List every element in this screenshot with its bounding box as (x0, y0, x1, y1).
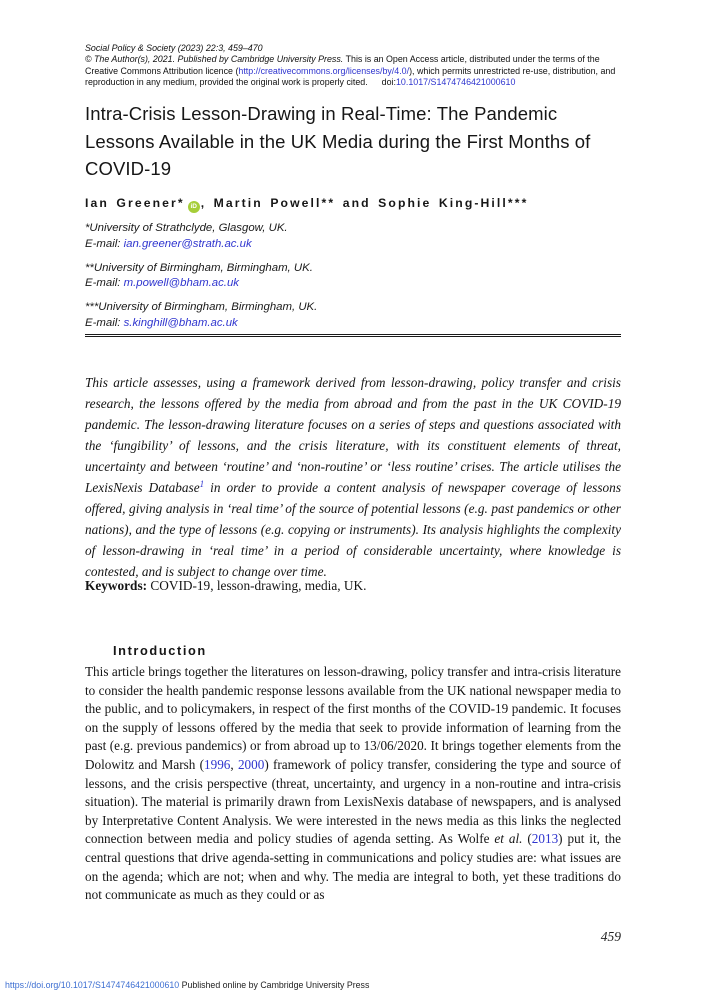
open-access-text-2: ), which permits unrestricted re-use, distribution, and reproduction in any medium, provided the original work is properly cited. (85, 65, 616, 88)
orcid-icon[interactable]: iD (188, 201, 200, 213)
copyright-open-access-notice (85, 54, 621, 88)
section-heading-introduction: Introduction (113, 643, 207, 658)
author-email-link-1[interactable]: ian.greener@strath.ac.uk (123, 237, 252, 250)
author-name-3: Sophie King-Hill*** (378, 196, 529, 210)
citation-link-2013[interactable]: 2013 (531, 831, 559, 847)
abstract-paragraph (85, 372, 621, 582)
keywords-text: COVID-19, lesson-drawing, media, UK. (147, 578, 367, 593)
journal-masthead (85, 43, 621, 89)
footer-doi-link[interactable]: https://doi.org/10.1017/S1474746421000610 (5, 980, 180, 990)
keywords-label: Keywords: (85, 578, 148, 593)
body-text-c: ( (522, 831, 532, 847)
page-number: 459 (600, 929, 621, 944)
author-conjunction: and (335, 196, 379, 210)
affiliation-2 (85, 261, 621, 293)
abstract-divider-rule (85, 334, 621, 337)
affiliation-institution: **University of Birmingham, Birmingham, UK. (85, 261, 313, 274)
footnote-ref-link[interactable]: 1 (199, 478, 205, 489)
email-label: E-mail: (85, 237, 124, 250)
copyright-text: © The Author(s), 2021. Published by Cambridge University Press. (85, 54, 344, 65)
abstract-text-2: in order to provide a content analysis of newspaper coverage of lessons offered, giving analysis in ‘real time’ of the source of potential lessons (e.g. past pandemics or other nations), and the type of lessons (e.g. copying or instruments). Its analysis highlights the complexity of lesson-drawing in ‘real time’ in a period of considerable uncertainty, where knowledge is contested, and is subject to change over time. (85, 480, 622, 579)
affiliation-3 (85, 300, 621, 332)
footer-published-note: Published online by Cambridge University Press (179, 980, 370, 990)
citation-link-2000[interactable]: 2000 (237, 756, 265, 772)
citation-link-1996[interactable]: 1996 (204, 756, 231, 772)
author-line (85, 196, 621, 213)
doi-link[interactable]: 10.1017/S1474746421000610 (395, 77, 516, 88)
affiliation-email-line (85, 316, 621, 332)
article-title: Intra-Crisis Lesson-Drawing in Real-Time: The Pandemic Lessons Available in the UK Media during the First Months of COVID-19 (85, 103, 591, 179)
affiliation-email-line (85, 276, 621, 292)
affiliations-block (85, 221, 621, 340)
journal-citation-line (85, 43, 621, 54)
email-label: E-mail: (85, 277, 124, 290)
doi-label: doi: (381, 77, 396, 88)
affiliation-institution: ***University of Birmingham, Birmingham, UK. (85, 301, 318, 314)
author-email-link-2[interactable]: m.powell@bham.ac.uk (123, 277, 240, 290)
author-name-2: Martin Powell** (213, 196, 336, 210)
et-al-text: et al. (494, 831, 523, 847)
affiliation-email-line (85, 237, 621, 253)
affiliation-institution: *University of Strathclyde, Glasgow, UK. (85, 222, 288, 234)
keywords-line (85, 578, 621, 594)
body-text-b: ) framework of policy transfer, considering the type and source of lessons, and the crisis perspective (threat, uncertainty, and urgency in a non-routine and intra-crisis situation). The material is primarily drawn from LexisNexis database of newspapers, and is analysed by Interpretative Content Analysis. We were interested in the news media as this links the neglected connection between media and policy studies of agenda setting. As Wolfe (85, 756, 621, 847)
introduction-paragraph (85, 663, 621, 905)
publisher-footer (5, 980, 369, 990)
body-text-a: This article brings together the literatures on lesson-drawing, policy transfer and intra-crisis literature to consider the health pandemic response lessons available from the UK national newspaper media to the public, and to policymakers, in respect of the first months of the COVID-19 pandemic. It focuses on the supply of lessons offered by the media that seek to provide information of learning from the past (e.g. previous pandemics) or from abroad up to 13/06/2020. It brings together elements from the Dolowitz and Marsh ( (85, 664, 621, 772)
email-label: E-mail: (85, 316, 124, 329)
author-name-1: Ian Greener* (85, 196, 185, 210)
open-access-text-1: This is an Open Access article, distributed under the terms of the Creative Commons Attribution licence ( (85, 54, 600, 76)
creative-commons-link[interactable]: http://creativecommons.org/licenses/by/4.0/ (238, 65, 410, 76)
author-separator: , (200, 196, 214, 210)
affiliation-1 (85, 221, 621, 253)
author-email-link-3[interactable]: s.kinghill@bham.ac.uk (123, 316, 238, 329)
abstract-text-1: This article assesses, using a framework derived from lesson-drawing, policy transfer and crisis research, the lessons offered by the media from abroad and from the past in the UK COVID-19 pandemic. The lesson-drawing literature focuses on a series of steps and questions associated with the ‘fungibility’ of lessons, and the crisis literature, with its constituent elements of threat, uncertainty and between ‘routine’ and ‘non-routine’ or ‘less routine’ crises. The article utilises the LexisNexis Database (85, 375, 621, 495)
journal-title-volume: Social Policy & Society (2023) 22:3, 459–470 (85, 43, 263, 53)
body-text-d: ) put it, the central questions that drive agenda-setting in communications and policy studies are: what issues are on the agenda; which are not; when and why. The media are integral to both, yet these traditions do not communicate as much as they could or as (85, 831, 621, 903)
citation-separator: , (230, 756, 238, 772)
